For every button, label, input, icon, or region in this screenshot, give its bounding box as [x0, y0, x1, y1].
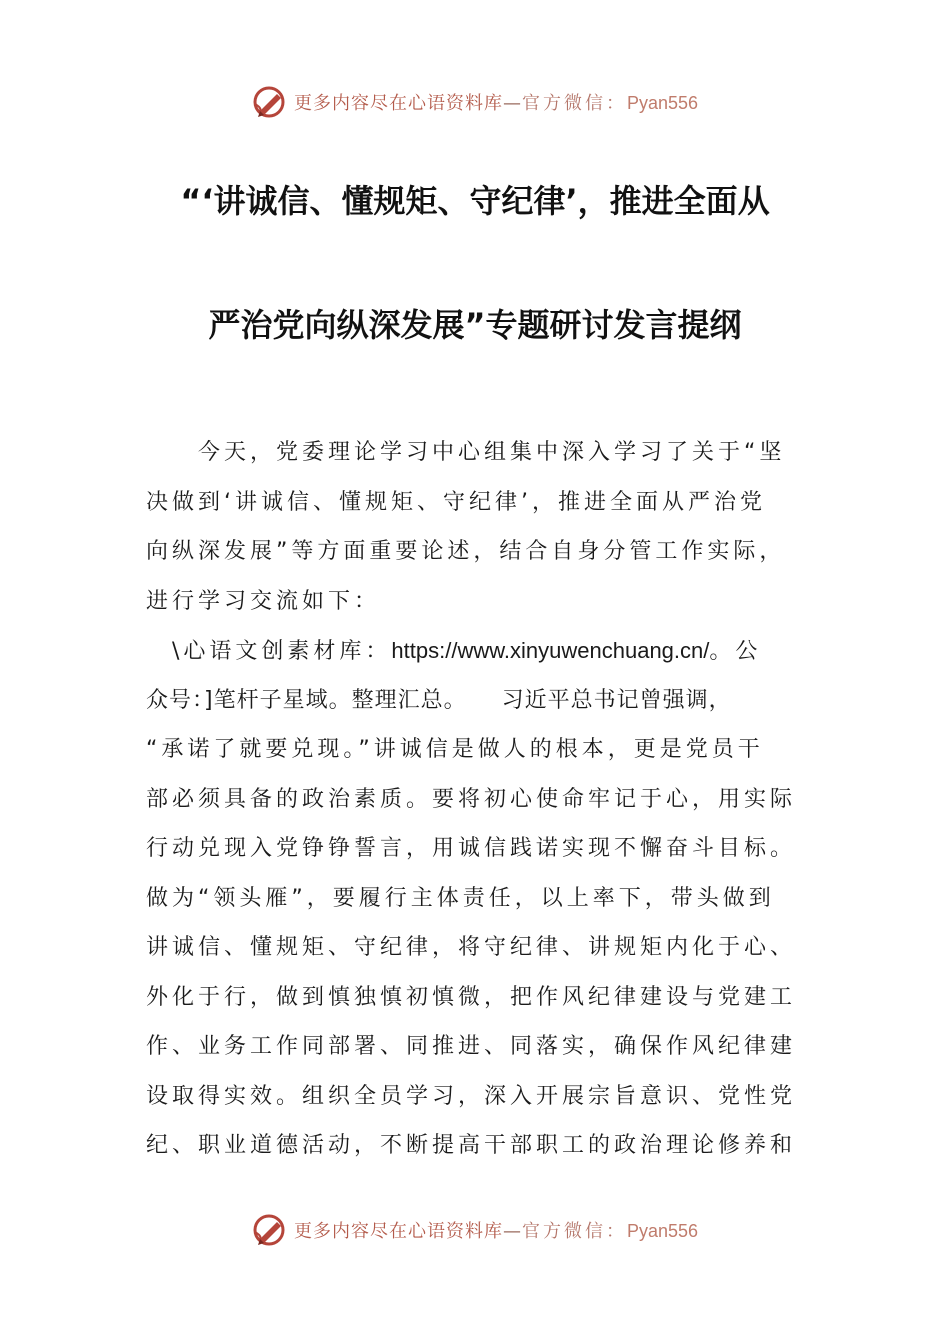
footer-banner-text — [294, 1217, 698, 1243]
source-label: \心语文创素材库： — [146, 639, 392, 664]
body-line: 向纵深发展”等方面重要论述，结合自身分管工作实际， — [146, 539, 786, 564]
body-line: 作、业务工作同部署、同推进、同落实，确保作风纪律建 — [146, 1034, 797, 1059]
body-line: 众号：]笔杆子星域。整理汇总。 习近平总书记曾强调， — [146, 687, 732, 713]
banner-brand: 更多内容尽在心语资料库 — [293, 1221, 503, 1242]
document-body — [146, 428, 808, 1171]
banner-wechat-label: 官方微信： — [521, 1221, 627, 1242]
banner-wechat-id: Pyan556 — [626, 93, 699, 113]
body-line: 外化于行，做到慎独慎初慎微，把作风纪律建设与党建工 — [146, 984, 797, 1010]
pen-logo-icon — [252, 1212, 288, 1248]
body-line: 部必须具备的政治素质。要将初心使命牢记于心，用实际 — [146, 786, 797, 812]
document-title-line-1: “‘讲诚信、懂规矩、守纪律’，推进全面从 — [180, 182, 770, 220]
footer-banner — [0, 1208, 950, 1252]
body-line — [146, 626, 808, 676]
body-line: 做为“领头雁”，要履行主体责任，以上率下，带头做到 — [146, 885, 775, 911]
body-line: 纪、职业道德活动，不断提高干部职工的政治理论修养和 — [146, 1133, 797, 1158]
banner-brand: 更多内容尽在心语资料库 — [293, 93, 503, 114]
source-url-link[interactable]: https://www.xinyuwenchuang.cn/ — [391, 638, 710, 663]
banner-dash: — — [502, 93, 522, 114]
body-line: 决做到‘讲诚信、懂规矩、守纪律’，推进全面从严治党 — [146, 489, 766, 515]
body-line: 进行学习交流如下： — [146, 588, 381, 614]
pen-logo-icon — [252, 84, 288, 120]
banner-wechat-label: 官方微信： — [521, 93, 627, 114]
body-line: 今天，党委理论学习中心组集中深入学习了关于“坚 — [146, 440, 786, 465]
body-line: “承诺了就要兑现。”讲诚信是做人的根本，更是党员干 — [146, 737, 764, 762]
header-banner-text — [294, 89, 698, 115]
source-suffix: 。公 — [709, 639, 762, 664]
banner-dash: — — [502, 1221, 522, 1242]
body-line: 讲诚信、懂规矩、守纪律，将守纪律、讲规矩内化于心、 — [146, 935, 797, 960]
document-title-line-2: 严治党向纵深发展”专题研讨发言提纲 — [208, 306, 742, 344]
banner-wechat-id: Pyan556 — [626, 1221, 699, 1241]
body-line: 行动兑现入党铮铮誓言，用诚信践诺实现不懈奋斗目标。 — [146, 836, 797, 861]
header-banner — [0, 80, 950, 124]
body-line: 设取得实效。组织全员学习，深入开展宗旨意识、党性党 — [146, 1083, 797, 1109]
